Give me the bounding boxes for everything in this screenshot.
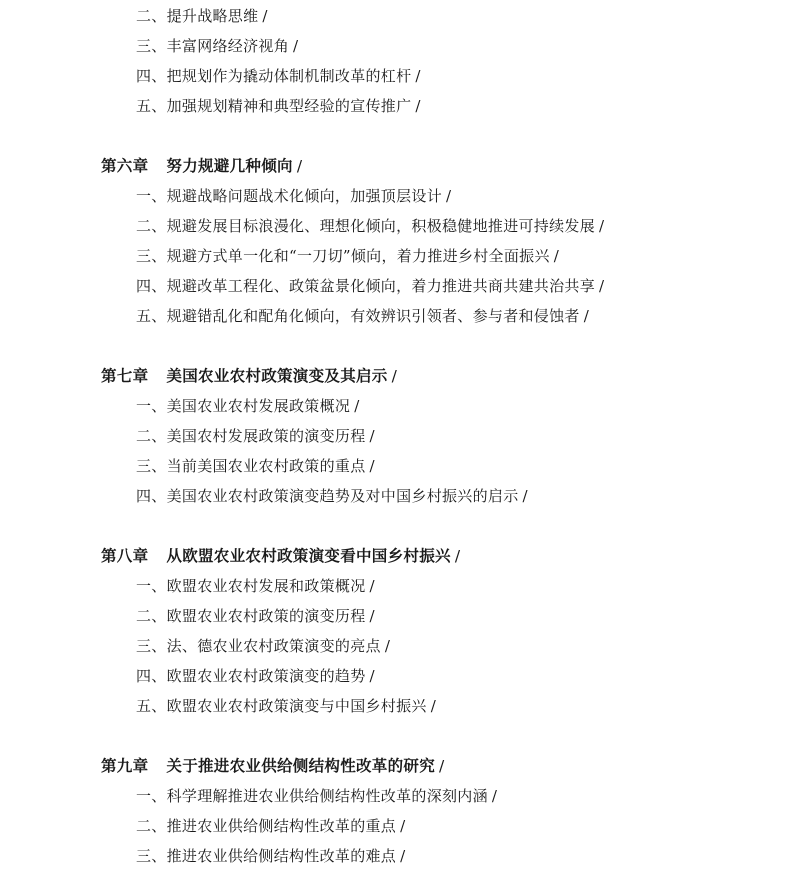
chapter-heading: [101, 546, 460, 566]
toc-item: 四、规避改革工程化、政策盆景化倾向，着力推进共商共建共治共享 /: [136, 277, 605, 295]
toc-item: 三、规避方式单一化和“一刀切”倾向，着力推进乡村全面振兴 /: [136, 247, 560, 265]
toc-item: 四、把规划作为撬动体制机制改革的杠杆 /: [136, 67, 421, 85]
toc-item: 二、美国农村发展政策的演变历程 /: [136, 427, 375, 445]
page-mark: /: [454, 547, 461, 565]
chapter-number: 第八章: [101, 547, 149, 565]
page-mark: /: [415, 97, 421, 115]
toc-item: 一、规避战略问题战术化倾向，加强顶层设计 /: [136, 187, 452, 205]
toc-item: 二、推进农业供给侧结构性改革的重点 /: [136, 817, 406, 835]
page-mark: /: [583, 307, 590, 325]
chapter-number: 第六章: [101, 157, 149, 175]
chapter-heading: [101, 366, 397, 386]
chapter-title: 努力规避几种倾向: [166, 157, 293, 175]
page-mark: /: [391, 367, 398, 385]
toc-item: 三、推进农业供给侧结构性改革的难点 /: [136, 847, 406, 865]
toc-item: 四、美国农业农村政策演变趋势及对中国乡村振兴的启示 /: [136, 487, 528, 505]
page-mark: /: [369, 457, 375, 475]
page-mark: /: [369, 607, 375, 625]
page-mark: /: [599, 217, 605, 235]
toc-item: 一、科学理解推进农业供给侧结构性改革的深刻内涵 /: [136, 787, 498, 805]
chapter-title: 美国农业农村政策演变及其启示: [166, 367, 388, 385]
toc-item: 一、欧盟农业农村发展和政策概况 /: [136, 577, 375, 595]
page-mark: /: [439, 757, 445, 775]
page-mark: /: [293, 37, 299, 55]
chapter-number: 第九章: [101, 757, 149, 775]
page-mark: /: [369, 427, 375, 445]
page-mark: /: [522, 487, 528, 505]
page-mark: /: [400, 817, 406, 835]
page-mark: /: [430, 697, 437, 715]
page-mark: /: [369, 667, 375, 685]
chapter-heading: [101, 756, 445, 776]
page-mark: /: [354, 397, 360, 415]
page-mark: /: [296, 157, 303, 175]
toc-item: 二、欧盟农业农村政策的演变历程 /: [136, 607, 375, 625]
toc-item: 三、法、德农业农村政策演变的亮点 /: [136, 637, 391, 655]
toc-item: 三、当前美国农业农村政策的重点 /: [136, 457, 375, 475]
page-mark: /: [491, 787, 498, 805]
toc-item: 四、欧盟农业农村政策演变的趋势 /: [136, 667, 375, 685]
toc-item: 三、丰富网络经济视角 /: [136, 37, 299, 55]
page-mark: /: [400, 847, 406, 865]
page-mark: /: [599, 277, 605, 295]
chapter-heading: [101, 156, 302, 176]
page-mark: /: [369, 577, 375, 595]
page-mark: /: [415, 67, 421, 85]
chapter-title: 关于推进农业供给侧结构性改革的研究: [166, 757, 436, 775]
page-mark: /: [384, 637, 391, 655]
toc-item: 二、规避发展目标浪漫化、理想化倾向，积极稳健地推进可持续发展 /: [136, 217, 605, 235]
toc-item: 五、规避错乱化和配角化倾向，有效辨识引领者、参与者和侵蚀者 /: [136, 307, 590, 325]
page-mark: /: [446, 187, 452, 205]
toc-item: 一、美国农业农村发展政策概况 /: [136, 397, 360, 415]
toc-item: 二、提升战略思维 /: [136, 7, 268, 25]
page-mark: /: [553, 247, 560, 265]
chapter-number: 第七章: [101, 367, 149, 385]
toc-item: 五、加强规划精神和典型经验的宣传推广 /: [136, 97, 421, 115]
toc-item: 五、欧盟农业农村政策演变与中国乡村振兴 /: [136, 697, 437, 715]
chapter-title: 从欧盟农业农村政策演变看中国乡村振兴: [166, 547, 451, 565]
page-mark: /: [262, 7, 268, 25]
